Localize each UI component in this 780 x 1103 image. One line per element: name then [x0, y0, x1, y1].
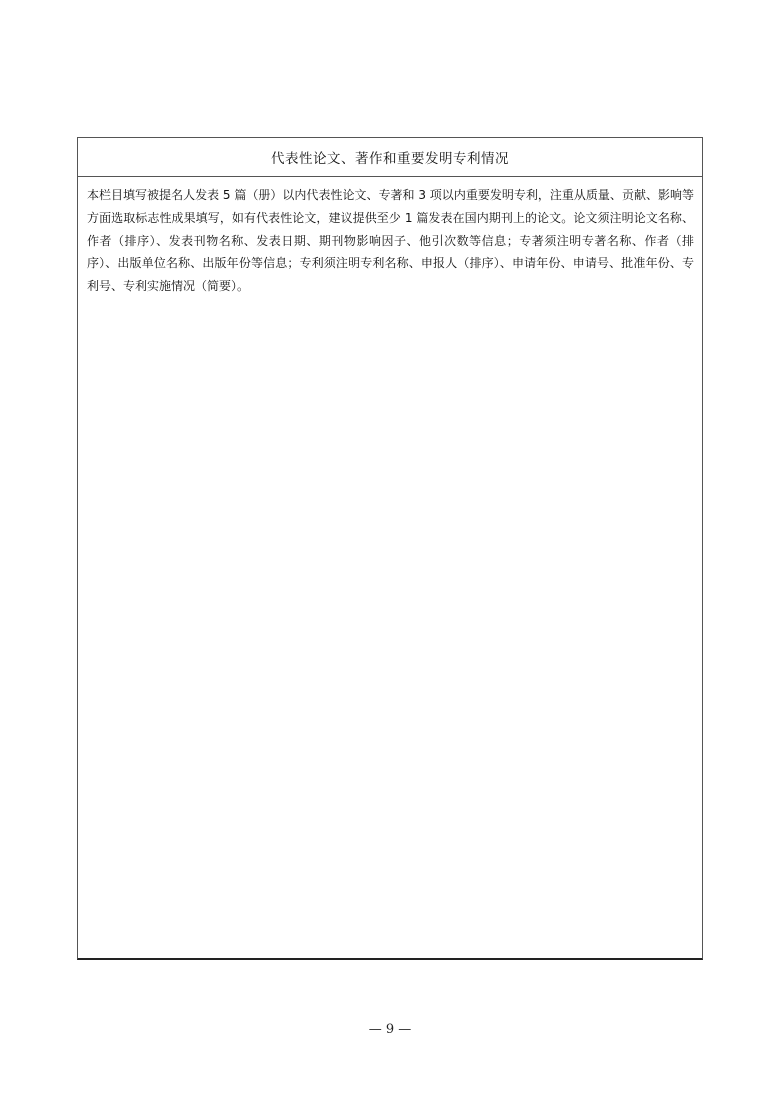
table-header [78, 138, 702, 177]
representative-works-table [77, 137, 703, 960]
section-title: 代表性论文、著作和重要发明专利情况 [271, 151, 509, 167]
section-instructions: 本栏目填写被提名人发表 5 篇（册）以内代表性论文、专著和 3 项以内重要发明专利，注重从质量、贡献、影响等方面选取标志性成果填写，如有代表性论文，建议提供至少 1 篇发表在国内期刊上的论文。论文须注明论文名称、作者（排序）、发表刊物名称、发表日期、期刊物影响因子、他引次数等信息；专著须注明专著名称、作者（排序）、出版单位名称、出版年份等信息；专利须注明专利名称、申报人（排序）、申请年份、申请号、批准年份、专利号、专利实施情况（简要）。 [87, 188, 694, 294]
content-entry-area[interactable] [78, 308, 702, 958]
page-number: — 9 — [368, 1022, 412, 1037]
